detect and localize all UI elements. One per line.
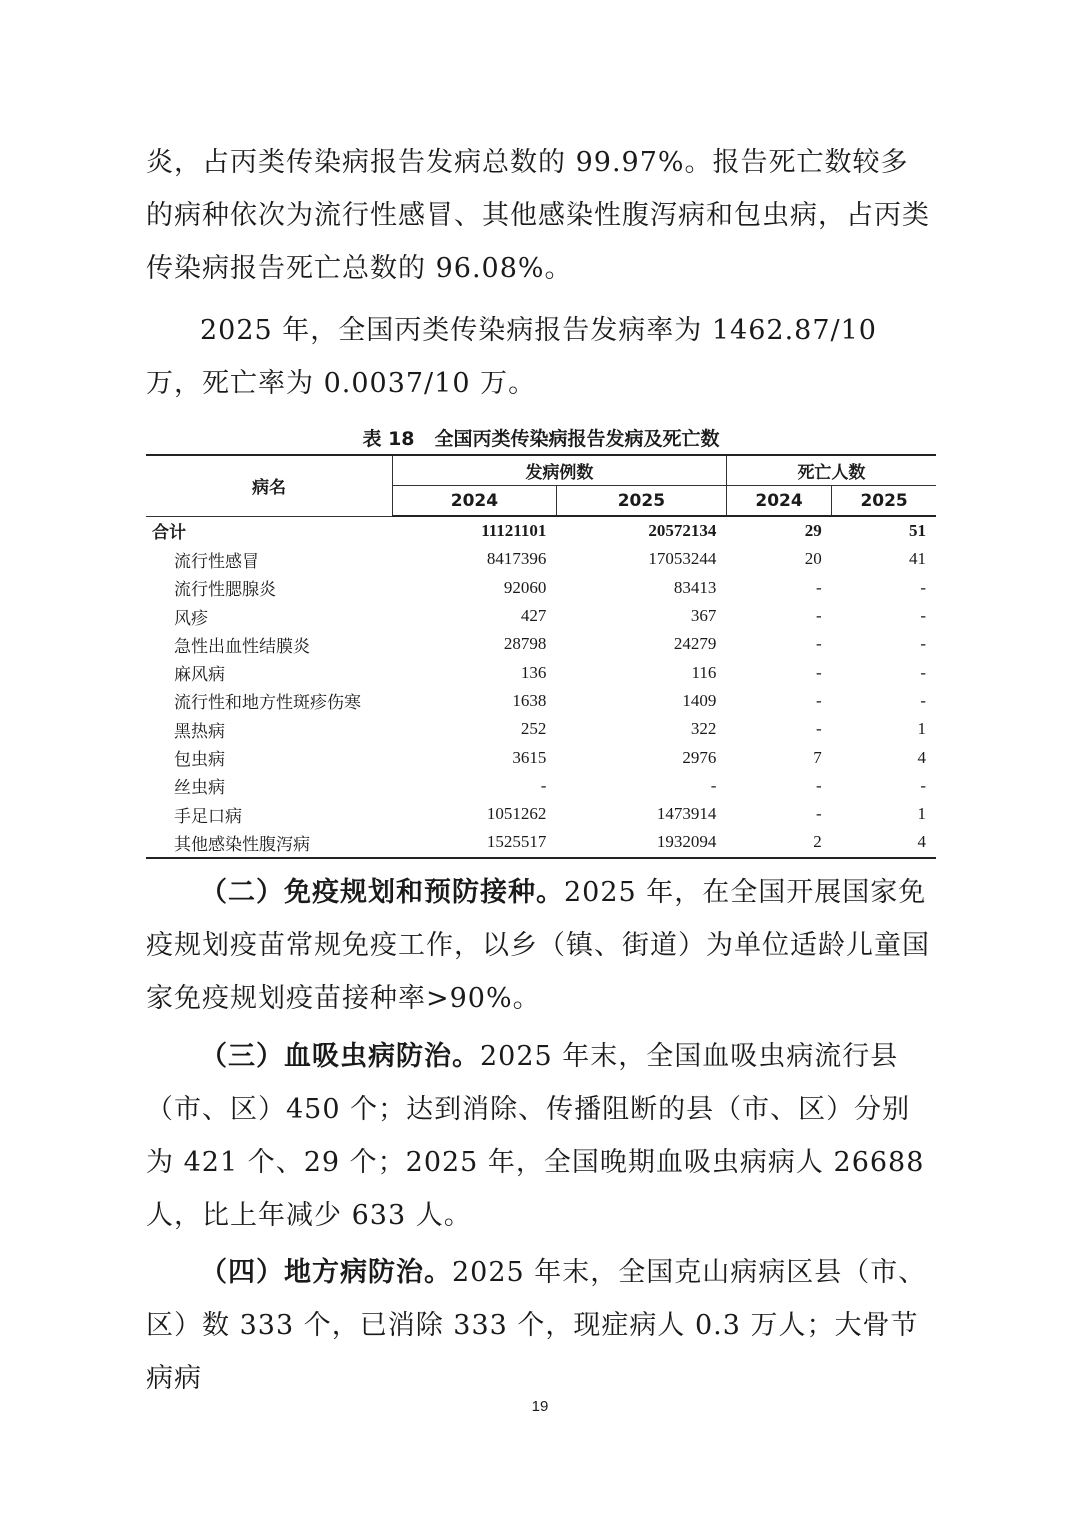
table-row-total <box>146 516 936 545</box>
cell-deaths-2024: - <box>816 690 822 710</box>
cell-cases-2024: 252 <box>520 719 547 739</box>
header-deaths: 死亡人数 <box>726 455 936 486</box>
cell-name: 风疹 <box>174 608 208 628</box>
section-heading: （二）免疫规划和预防接种。 <box>200 877 564 908</box>
cell-deaths-2024: - <box>816 775 822 795</box>
cell-deaths-2024: - <box>816 577 822 597</box>
cell-name: 合计 <box>152 523 186 543</box>
paragraph-immunization <box>146 866 936 1025</box>
cell-cases-2024: 8417396 <box>486 549 547 569</box>
cell-cases-2025: 116 <box>691 662 717 682</box>
cell-name: 麻风病 <box>174 665 225 685</box>
cell-cases-2024: 3615 <box>512 747 547 767</box>
header-disease-name: 病名 <box>146 455 393 516</box>
table-row <box>146 687 936 715</box>
table-number: 表 18 <box>362 428 415 450</box>
paragraph-schistosomiasis <box>146 1030 936 1242</box>
header-deaths-2024: 2024 <box>726 486 831 517</box>
section-heading: （四）地方病防治。 <box>200 1257 452 1288</box>
cell-cases-2025: 367 <box>690 606 717 626</box>
cell-cases-2024: 28798 <box>503 634 547 654</box>
cell-cases-2025: 17053244 <box>648 549 717 569</box>
paragraph-text: 2025 年，全国丙类传染病报告发病率为 1462.87/10 万，死亡率为 0.0037/10 万。 <box>146 315 877 399</box>
cell-name: 包虫病 <box>174 750 225 770</box>
cell-deaths-2024: 29 <box>804 521 822 541</box>
cell-cases-2025: 322 <box>690 719 717 739</box>
paragraph-text: 2025 年末，全国血吸虫病流行县（市、区）450 个；达到消除、传播阻断的县（市、区）分别为 421 个、29 个；2025 年，全国晚期血吸虫病病人 26688 人，比上年减少 633 人。 <box>146 1041 925 1231</box>
cell-deaths-2024: 7 <box>813 747 822 767</box>
cell-cases-2024: 11121101 <box>481 521 547 541</box>
cell-deaths-2025: - <box>920 634 926 654</box>
table-row <box>146 630 936 658</box>
table-row <box>146 828 936 857</box>
cell-deaths-2025: 4 <box>917 747 926 767</box>
header-deaths-2025: 2025 <box>832 486 936 517</box>
cell-deaths-2025: 1 <box>917 804 926 824</box>
cell-name: 急性出血性结膜炎 <box>174 636 310 656</box>
paragraph-text: 2025 年末，全国克山病病区县（市、区）数 333 个，已消除 333 个，现症病人 0.3 万人；大骨节病病 <box>146 1257 927 1394</box>
cell-name: 丝虫病 <box>174 778 225 798</box>
paragraph-incidence-rate <box>146 304 936 410</box>
cell-name: 流行性和地方性斑疹伤寒 <box>174 693 361 713</box>
cell-deaths-2024: - <box>816 719 822 739</box>
section-heading: （三）血吸虫病防治。 <box>200 1041 480 1072</box>
cell-cases-2024: 1638 <box>512 690 547 710</box>
cell-deaths-2024: 20 <box>804 549 822 569</box>
cell-deaths-2024: 2 <box>726 828 831 857</box>
page-number: 19 <box>531 1398 549 1415</box>
cell-cases-2024: 427 <box>520 606 547 626</box>
table-row <box>146 602 936 630</box>
cell-cases-2024: 1525517 <box>393 828 557 857</box>
cell-deaths-2025: - <box>920 606 926 626</box>
table-title: 全国丙类传染病报告发病及死亡数 <box>434 428 720 450</box>
cell-deaths-2025: - <box>920 577 926 597</box>
cell-deaths-2025: - <box>920 662 926 682</box>
cell-cases-2025: 1932094 <box>556 828 726 857</box>
disease-table <box>146 454 936 859</box>
cell-cases-2025: 1409 <box>682 690 717 710</box>
cell-name: 手足口病 <box>174 806 242 826</box>
cell-deaths-2025: 1 <box>917 719 926 739</box>
cell-cases-2025: 2976 <box>682 747 717 767</box>
cell-deaths-2024: - <box>816 634 822 654</box>
header-cases-2024: 2024 <box>393 486 557 517</box>
paragraph-text: 炎，占丙类传染病报告发病总数的 99.97%。报告死亡数较多的病种依次为流行性感冒、其他感染性腹泻病和包虫病，占丙类传染病报告死亡总数的 96.08%。 <box>146 147 930 284</box>
table-row <box>146 743 936 771</box>
table-caption <box>146 424 936 451</box>
paragraph-endemic-disease <box>146 1246 936 1405</box>
cell-deaths-2024: - <box>816 606 822 626</box>
cell-cases-2024: - <box>540 775 547 795</box>
cell-deaths-2025: 51 <box>909 521 926 541</box>
cell-cases-2024: 92060 <box>503 577 547 597</box>
header-cases: 发病例数 <box>393 455 727 486</box>
cell-cases-2024: 136 <box>520 662 547 682</box>
cell-cases-2025: - <box>710 775 717 795</box>
table-row <box>146 574 936 602</box>
cell-cases-2025: 1473914 <box>656 804 717 824</box>
cell-name: 黑热病 <box>174 721 225 741</box>
cell-name: 其他感染性腹泻病 <box>146 828 393 857</box>
cell-name: 流行性感冒 <box>174 551 259 571</box>
cell-deaths-2024: - <box>816 804 822 824</box>
cell-deaths-2025: - <box>920 690 926 710</box>
cell-deaths-2025: 4 <box>832 828 936 857</box>
cell-cases-2025: 24279 <box>673 634 717 654</box>
paragraph-text: 2025 年，在全国开展国家免疫规划疫苗常规免疫工作，以乡（镇、街道）为单位适龄儿童国家免疫规划疫苗接种率>90%。 <box>146 877 930 1014</box>
cell-deaths-2024: - <box>816 662 822 682</box>
table-row <box>146 772 936 800</box>
cell-cases-2024: 1051262 <box>486 804 547 824</box>
cell-cases-2025: 20572134 <box>648 521 717 541</box>
table-row <box>146 658 936 686</box>
paragraph-infectious-summary <box>146 136 936 295</box>
table-row <box>146 715 936 743</box>
header-cases-2025: 2025 <box>556 486 726 517</box>
cell-deaths-2025: 41 <box>909 549 926 569</box>
cell-deaths-2025: - <box>920 775 926 795</box>
table-row <box>146 800 936 828</box>
cell-name: 流行性腮腺炎 <box>174 580 276 600</box>
cell-cases-2025: 83413 <box>673 577 717 597</box>
table-row <box>146 545 936 573</box>
